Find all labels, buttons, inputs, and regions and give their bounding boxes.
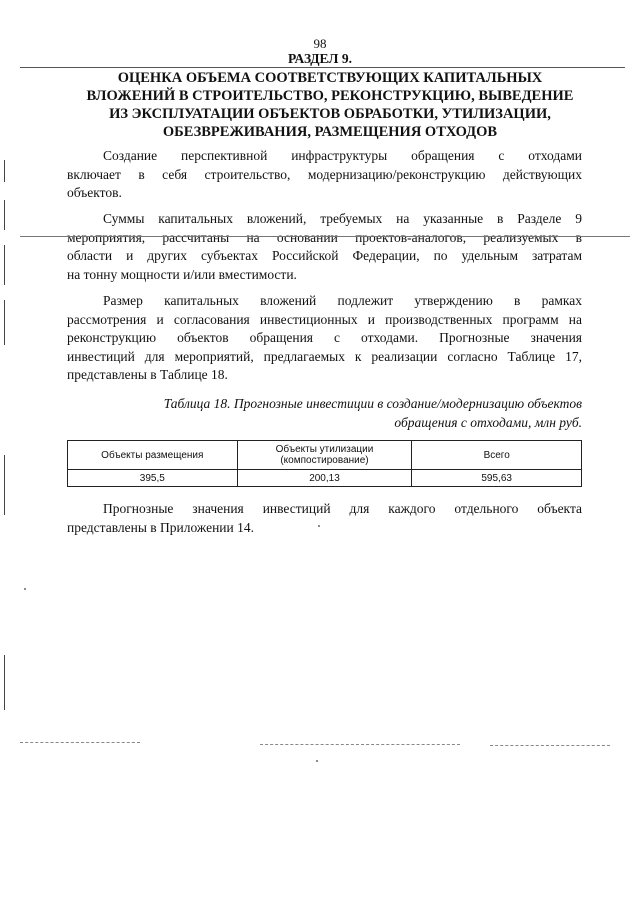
scan-speck xyxy=(316,760,318,762)
paragraph-line: Прогнозные значения инвестиций для каждого отдельного объекта xyxy=(103,501,582,516)
section-heading xyxy=(60,69,600,141)
scan-margin-mark xyxy=(4,655,5,710)
scan-margin-mark xyxy=(4,245,5,285)
paragraph-capital-sums xyxy=(67,210,582,284)
table-caption xyxy=(100,395,582,432)
scan-margin-mark xyxy=(4,160,5,182)
section-label: РАЗДЕЛ 9. xyxy=(288,51,352,66)
scan-margin-mark xyxy=(4,200,5,230)
scan-speck xyxy=(318,525,320,527)
paragraph-line: реконструкцию объектов обращения с отходами. Прогнозные значения xyxy=(67,330,582,345)
header-disposal-objects: Объекты размещения xyxy=(68,441,238,470)
investment-table xyxy=(67,440,582,487)
page-number: 98 xyxy=(313,36,327,51)
paragraph-line: объектов. xyxy=(67,185,122,200)
paragraph-line: инвестиций для мероприятий, предлагаемых к реализации согласно Таблице 17, xyxy=(67,348,582,364)
caption-line: Таблица 18. Прогнозные инвестиции в создание/модернизацию объектов xyxy=(163,396,582,411)
scan-dash-line xyxy=(20,742,140,743)
paragraph-line: рассмотрения и согласования инвестиционных и производственных программ на xyxy=(67,311,582,327)
heading-line: ИЗ ЭКСПЛУАТАЦИИ ОБЪЕКТОВ ОБРАБОТКИ, УТИЛИЗАЦИИ, xyxy=(109,106,551,122)
paragraph-line: представлены в Таблице 18. xyxy=(67,367,228,382)
cell-total-value: 595,63 xyxy=(412,470,582,487)
cell-utilization-value: 200,13 xyxy=(237,470,412,487)
caption-line: обращения с отходами, млн руб. xyxy=(394,414,582,430)
heading-line: ВЛОЖЕНИЙ В СТРОИТЕЛЬСТВО, РЕКОНСТРУКЦИЮ, ВЫВЕДЕНИЕ xyxy=(86,88,574,104)
header-rule xyxy=(20,67,625,68)
scan-dash-line xyxy=(260,744,460,745)
scan-speck xyxy=(24,588,26,590)
scan-margin-mark xyxy=(4,300,5,345)
paragraph-line: включает в себя строительство, модернизацию/реконструкцию действующих xyxy=(67,166,582,182)
table-row xyxy=(68,470,582,487)
paragraph-appendix xyxy=(67,500,582,537)
heading-line: ОБЕЗВРЕЖИВАНИЯ, РАЗМЕЩЕНИЯ ОТХОДОВ xyxy=(162,124,498,140)
scan-strike-line xyxy=(20,236,630,237)
paragraph-infrastructure xyxy=(67,147,582,203)
paragraph-line: мероприятия, рассчитаны на основании проектов-аналогов, реализуемых в xyxy=(67,229,582,245)
header-utilization-objects: Объекты утилизации (компостирование) xyxy=(237,441,412,470)
header-total: Всего xyxy=(412,441,582,470)
cell-disposal-value: 395,5 xyxy=(68,470,238,487)
scan-dash-line xyxy=(490,745,610,746)
table-header-row xyxy=(68,441,582,470)
paragraph-line: Суммы капитальных вложений, требуемых на указанные в Разделе 9 xyxy=(103,211,582,226)
paragraph-line: области и других субъектах Российской Федерации, по удельным затратам xyxy=(67,248,582,263)
paragraph-line: на тонну мощности и/или вместимости. xyxy=(67,266,297,282)
paragraph-line: Создание перспективной инфраструктуры обращения с отходами xyxy=(103,148,582,163)
paragraph-approval xyxy=(67,292,582,385)
paragraph-line: Размер капитальных вложений подлежит утверждению в рамках xyxy=(103,293,582,308)
paragraph-line: представлены в Приложении 14. xyxy=(67,519,254,535)
heading-line: ОЦЕНКА ОБЪЕМА СООТВЕТСТВУЮЩИХ КАПИТАЛЬНЫХ xyxy=(117,70,543,86)
scan-margin-mark xyxy=(4,455,5,515)
